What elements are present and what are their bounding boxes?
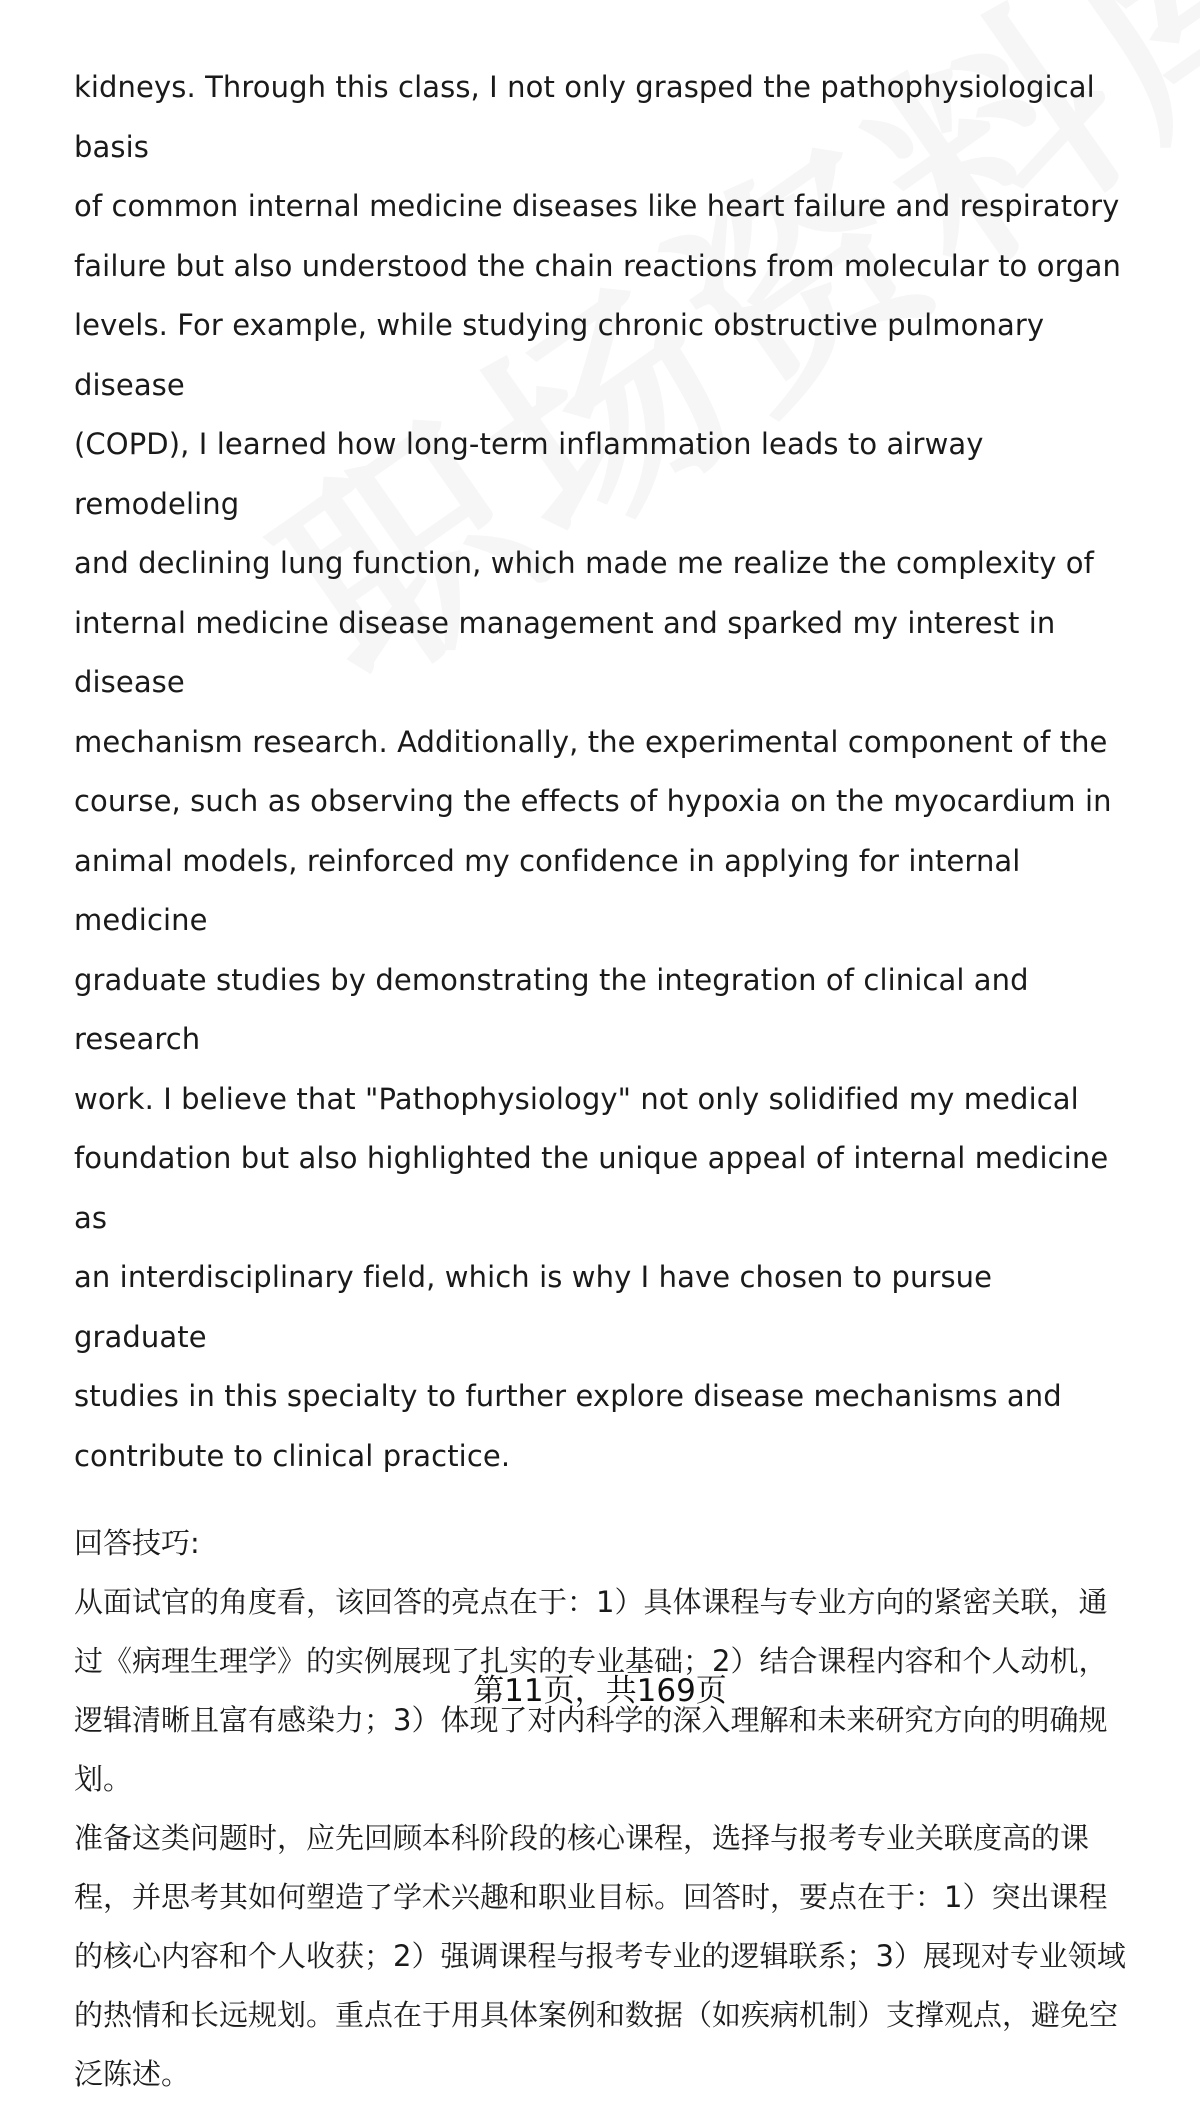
tips-heading: 回答技巧: <box>74 1526 200 1560</box>
answer-tips-section <box>74 1514 1126 2104</box>
tips-paragraph-2: 准备这类问题时，应先回顾本科阶段的核心课程，选择与报考专业关联度高的课 程，并思考其如何塑造了学术兴趣和职业目标。回答时，要点在于：1）突出课程 的核心内容和个人收获；2）强调课程与报考专业的逻辑联系；3）展现对专业领域 的热情和长远规划。重点在于用具体案例和数据（如疾病机制）支撑观点，避免空 泛陈述。 <box>74 1821 1126 2091</box>
page-number: 第11页，共169页 <box>473 1673 727 1709</box>
tips-paragraph-1: 从面试官的角度看，该回答的亮点在于：1）具体课程与专业方向的紧密关联，通 过《病理生理学》的实例展现了扎实的专业基础；2）结合课程内容和个人动机， 逻辑清晰且富有感染力；3）体现了对内科学的深入理解和未来研究方向的明确规 划。 <box>74 1585 1108 1796</box>
answer-paragraph-english: kidneys. Through this class, I not only grasped the pathophysiological basis of common internal medicine diseases like heart failure and respiratory failure but also understood the chain reactions from molecular to organ levels. For example, while studying chronic obstructive pulmonary disease (COPD), I learned how long-term inflammation leads to airway remodeling and declining lung function, which made me realize the complexity of internal medicine disease management and sparked my interest in disease mechanism research. Additionally, the experimental component of the course, such as observing the effects of hypoxia on the myocardium in animal models, reinforced my confidence in applying for internal medicine graduate studies by demonstrating the integration of clinical and research work. I believe that "Pathophysiology" not only solidified my medical foundation but also highlighted the unique appeal of internal medicine as an interdisciplinary field, which is why I have chosen to pursue graduate studies in this specialty to further explore disease mechanisms and contribute to clinical practice. <box>74 70 1121 1473</box>
